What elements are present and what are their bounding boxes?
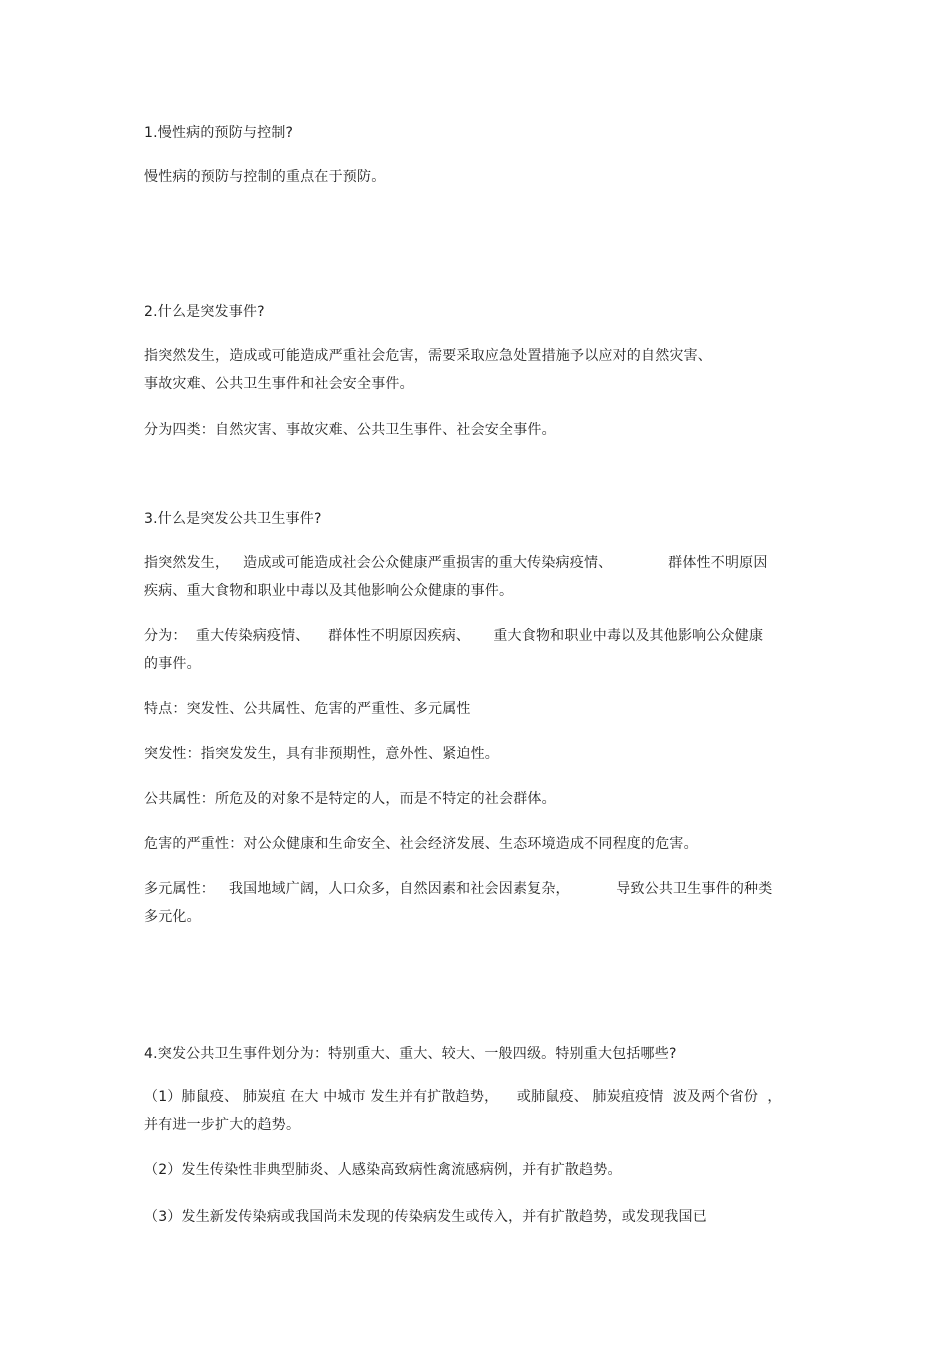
question-3-multi-line-1: 多元属性： 我国地域广阔，人口众多，自然因素和社会因素复杂， 导致公共卫生事件的种类 [144,881,773,897]
question-3-public: 公共属性：所危及的对象不是特定的人，而是不特定的社会群体。 [144,791,556,807]
question-4-item-1-line-2: 并有进一步扩大的趋势。 [144,1117,301,1133]
question-4-item-3: （3）发生新发传染病或我国尚未发现的传染病发生或传入，并有扩散趋势，或发现我国已 [144,1209,707,1225]
question-3-severity: 危害的严重性：对公众健康和生命安全、社会经济发展、生态环境造成不同程度的危害。 [144,836,698,852]
question-4-title: 4.突发公共卫生事件划分为：特别重大、重大、较大、一般四级。特别重大包括哪些? [144,1046,677,1062]
question-2-definition-line-2: 事故灾难、公共卫生事件和社会安全事件。 [144,376,414,392]
question-4-item-1-line-1: （1）肺鼠疫、 肺炭疽 在大 中城市 发生并有扩散趋势， 或肺鼠疫、 肺炭疽疫情 波及两个省份 ， [144,1089,782,1105]
question-3-multi-line-2: 多元化。 [144,909,201,925]
question-3-types-line-2: 的事件。 [144,656,201,672]
question-3-types-line-1: 分为： 重大传染病疫情、 群体性不明原因疾病、 重大食物和职业中毒以及其他影响公众健康 [144,628,764,644]
question-4-item-2: （2）发生传染性非典型肺炎、人感染高致病性禽流感病例，并有扩散趋势。 [144,1162,622,1178]
question-3-features: 特点：突发性、公共属性、危害的严重性、多元属性 [144,701,471,717]
question-2-title: 2.什么是突发事件? [144,304,265,320]
question-2-definition-line-1: 指突然发生，造成或可能造成严重社会危害，需要采取应急处置措施予以应对的自然灾害、 [144,348,712,364]
question-2-types: 分为四类：自然灾害、事故灾难、公共卫生事件、社会安全事件。 [144,422,556,438]
question-3-title: 3.什么是突发公共卫生事件? [144,511,322,527]
question-3-definition-line-2: 疾病、重大食物和职业中毒以及其他影响公众健康的事件。 [144,583,514,599]
question-1-title: 1.慢性病的预防与控制? [144,125,294,141]
question-3-sudden: 突发性：指突发发生，具有非预期性，意外性、紧迫性。 [144,746,499,762]
question-3-definition-line-1: 指突然发生， 造成或可能造成社会公众健康严重损害的重大传染病疫情、 群体性不明原因 [144,555,768,571]
question-1-answer: 慢性病的预防与控制的重点在于预防。 [144,169,386,185]
